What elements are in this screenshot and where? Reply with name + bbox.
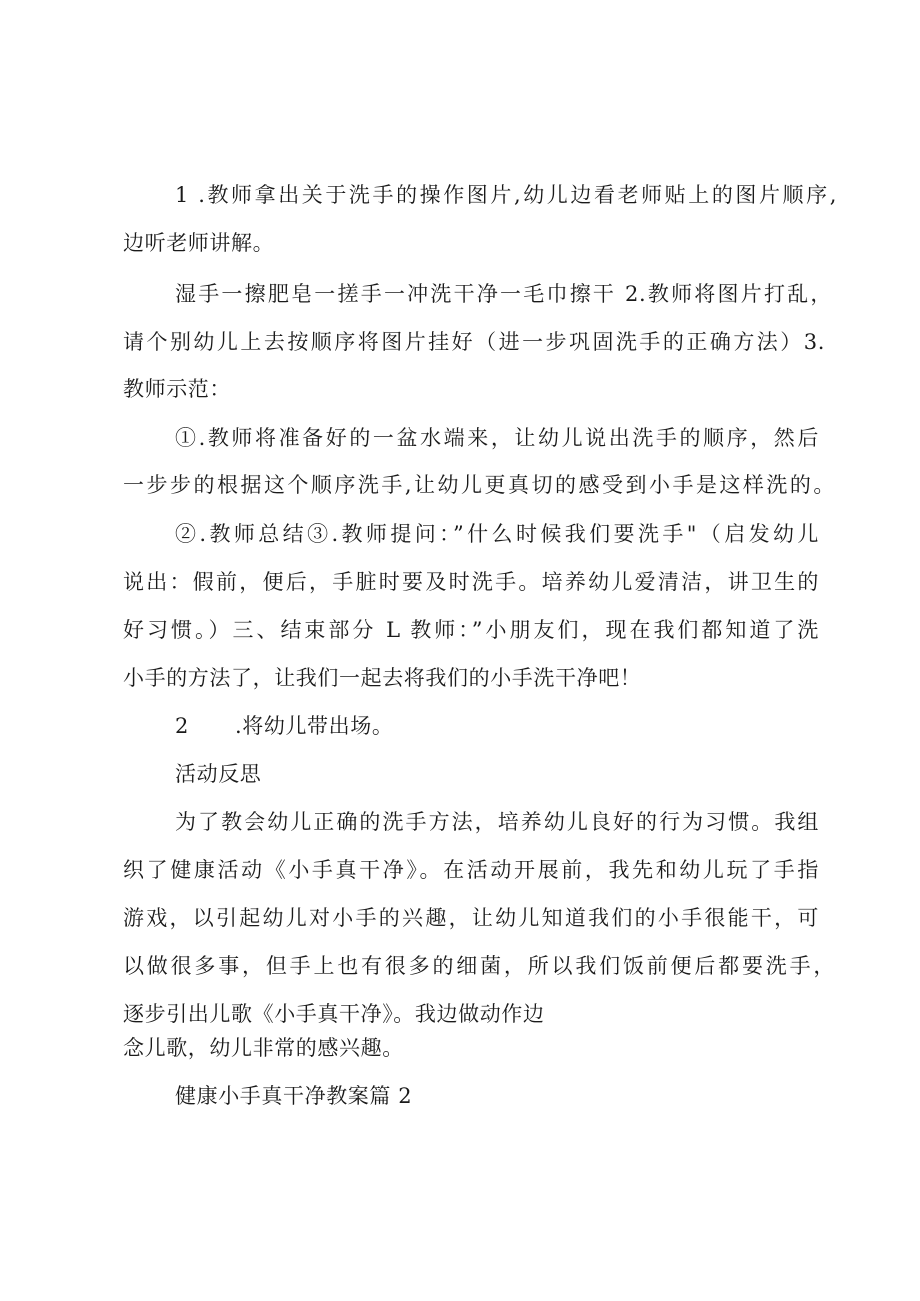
paragraph-line: 为了教会幼儿正确的洗手方法，培养幼儿良好的行为习惯。我组 <box>175 810 819 834</box>
item-text: .将幼儿带出场。 <box>234 714 394 738</box>
paragraph-line: 小手的方法了，让我们一起去将我们的小手洗干净吧！ <box>123 666 642 690</box>
section-heading: 活动反思 <box>175 762 262 786</box>
paragraph-line: ②.教师总结③.教师提问：”什么时候我们要洗手"（启发幼儿 <box>175 522 819 546</box>
numbered-item <box>175 712 393 740</box>
paragraph-line: 说出：假前，便后，手脏时要及时洗手。培养幼儿爱清洁，讲卫生的 <box>123 570 819 594</box>
paragraph-line: 教师示范： <box>123 377 231 401</box>
paragraph-line: 逐步引出儿歌《小手真干净》。我边做动作边 <box>123 1002 545 1026</box>
paragraph-line: 念儿歌，幼儿非常的感兴趣。 <box>123 1036 404 1060</box>
paragraph-line: ①.教师将准备好的一盆水端来，让幼儿说出洗手的顺序，然后 <box>175 426 819 450</box>
paragraph-line: 湿手一擦肥皂一搓手一冲洗干净一毛巾擦干 2.教师将图片打乱， <box>175 282 832 306</box>
item-number: 2 <box>175 714 189 738</box>
section-heading: 健康小手真干净教案篇 2 <box>175 1084 413 1108</box>
paragraph-line: 边听老师讲解。 <box>123 231 275 255</box>
paragraph-line: 请个别幼儿上去按顺序将图片挂好（进一步巩固洗手的正确方法）3. <box>123 330 825 354</box>
paragraph-line: 以做很多事，但手上也有很多的细菌，所以我们饭前便后都要洗手， <box>123 954 835 978</box>
paragraph-line: 织了健康活动《小手真干净》。在活动开展前，我先和幼儿玩了手指 <box>123 858 819 882</box>
paragraph-line: 1 .教师拿出关于洗手的操作图片,幼儿边看老师贴上的图片顺序, <box>175 183 837 207</box>
paragraph-line: 一步步的根据这个顺序洗手,让幼儿更真切的感受到小手是这样洗的。 <box>123 473 835 497</box>
paragraph-line: 好习惯。）三、结束部分 L 教师：”小朋友们，现在我们都知道了洗 <box>123 618 819 642</box>
paragraph-line: 游戏，以引起幼儿对小手的兴趣，让幼儿知道我们的小手很能干，可 <box>123 906 819 930</box>
